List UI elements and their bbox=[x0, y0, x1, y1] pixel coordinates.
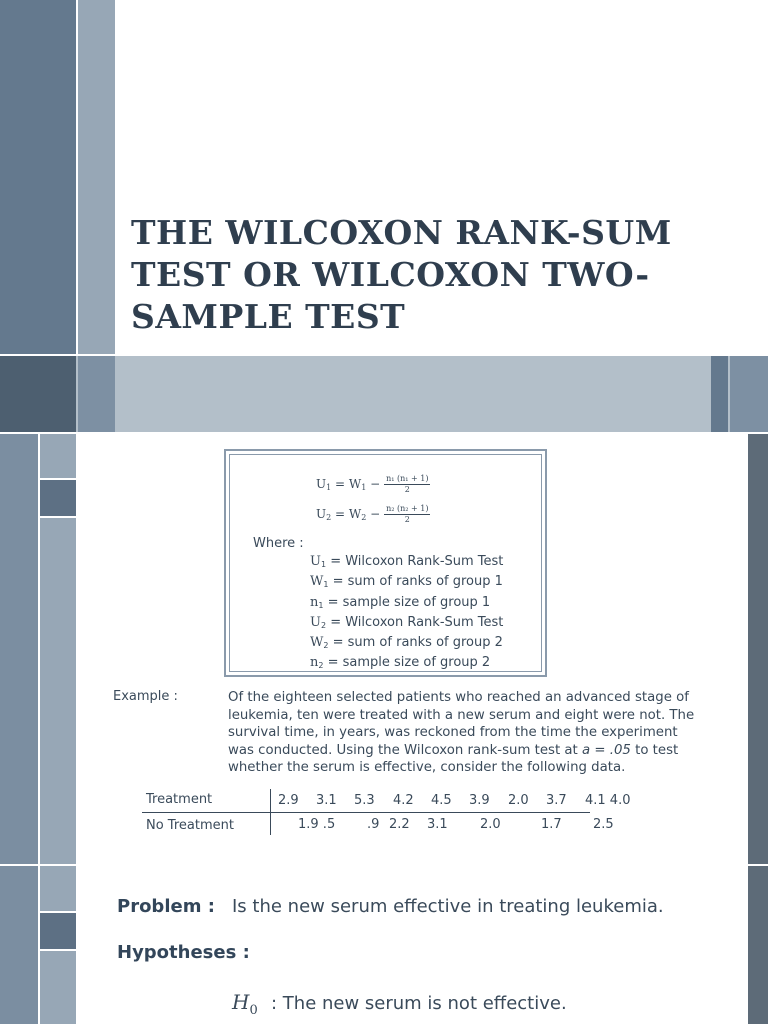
decor-bar bbox=[0, 0, 76, 354]
decor-bar bbox=[748, 866, 768, 1024]
definition-item: $U_2$ = Wilcoxon Rank-Sum Test bbox=[310, 614, 504, 630]
alpha-value: a = .05 bbox=[581, 742, 631, 758]
no-treatment-value: 2.0 bbox=[480, 817, 501, 832]
h0-text: : The new serum is not effective. bbox=[271, 993, 567, 1014]
hypotheses-label: Hypotheses : bbox=[117, 942, 250, 963]
no-treatment-value: 2.2 bbox=[389, 817, 410, 832]
slide-title: THE WILCOXON RANK-SUM TEST OR WILCOXON TWO-SAMPLE TEST bbox=[131, 213, 672, 336]
decor-block bbox=[711, 356, 728, 432]
where-label: Where : bbox=[253, 536, 304, 551]
definition-item: $U_1$ = Wilcoxon Rank-Sum Test bbox=[310, 554, 504, 569]
treatment-label: Treatment bbox=[146, 792, 213, 807]
divider-band bbox=[0, 356, 768, 432]
decor-block bbox=[40, 913, 76, 949]
table-divider bbox=[142, 812, 590, 813]
definition-item: $n_2$ = sample size of group 2 bbox=[310, 655, 491, 671]
decor-bar bbox=[0, 434, 38, 864]
no-treatment-value: 1.9 .5 bbox=[298, 817, 336, 832]
definitions-list bbox=[310, 553, 503, 675]
formula-u1: $U_1 = W_1$ − $\frac{\text{n₁ (n₁ + 1)}}{2}$ bbox=[316, 474, 429, 494]
decor-bar bbox=[78, 0, 115, 354]
definition-item: $W_2$ = sum of ranks of group 2 bbox=[310, 635, 503, 651]
no-treatment-value: 3.1 bbox=[427, 817, 448, 832]
no-treatment-value: .9 bbox=[367, 817, 380, 832]
problem-label: Problem : bbox=[117, 896, 215, 917]
treatment-value: 4.2 bbox=[393, 793, 414, 808]
h0-symbol: $H_0$ bbox=[232, 990, 258, 1018]
decor-block bbox=[78, 356, 115, 432]
treatment-value: 2.0 bbox=[508, 793, 529, 808]
decor-block bbox=[40, 480, 76, 516]
example-label: Example : bbox=[113, 689, 178, 704]
definition-item: $W_1$ = sum of ranks of group 1 bbox=[310, 574, 503, 590]
formula-u2: $U_2 = W_2$ − $\frac{\text{n₂ (n₂ + 1)}}{2}$ bbox=[316, 504, 429, 524]
decor-bar bbox=[40, 518, 76, 864]
treatment-value: 3.9 bbox=[469, 793, 490, 808]
treatment-value: 2.9 bbox=[278, 793, 299, 808]
treatment-value: 5.3 bbox=[354, 793, 375, 808]
treatment-value: 4.1 4.0 bbox=[585, 793, 631, 808]
definition-item: $n_1$ = sample size of group 1 bbox=[310, 594, 491, 610]
decor-block bbox=[0, 356, 76, 432]
no-treatment-value: 2.5 bbox=[593, 817, 614, 832]
decor-block bbox=[730, 356, 768, 432]
treatment-value: 3.7 bbox=[546, 793, 567, 808]
no-treatment-label: No Treatment bbox=[146, 818, 234, 833]
decor-bar bbox=[748, 434, 768, 864]
decor-block bbox=[40, 866, 76, 911]
example-text: Of the eighteen selected patients who reached an advanced stage of leukemia, ten were treated with a new serum and eight were not. The survival time, in years, was reckoned from the time the experiment was conducted. Using the Wilcoxon rank-sum test at a = .05 to test whether the serum is effective, consider the following data. bbox=[228, 690, 695, 775]
problem-text: Is the new serum effective in treating leukemia. bbox=[232, 896, 664, 917]
decor-bar bbox=[40, 951, 76, 1024]
no-treatment-value: 1.7 bbox=[541, 817, 562, 832]
treatment-value: 3.1 bbox=[316, 793, 337, 808]
decor-block bbox=[40, 434, 76, 478]
treatment-value: 4.5 bbox=[431, 793, 452, 808]
decor-bar bbox=[0, 866, 38, 1024]
